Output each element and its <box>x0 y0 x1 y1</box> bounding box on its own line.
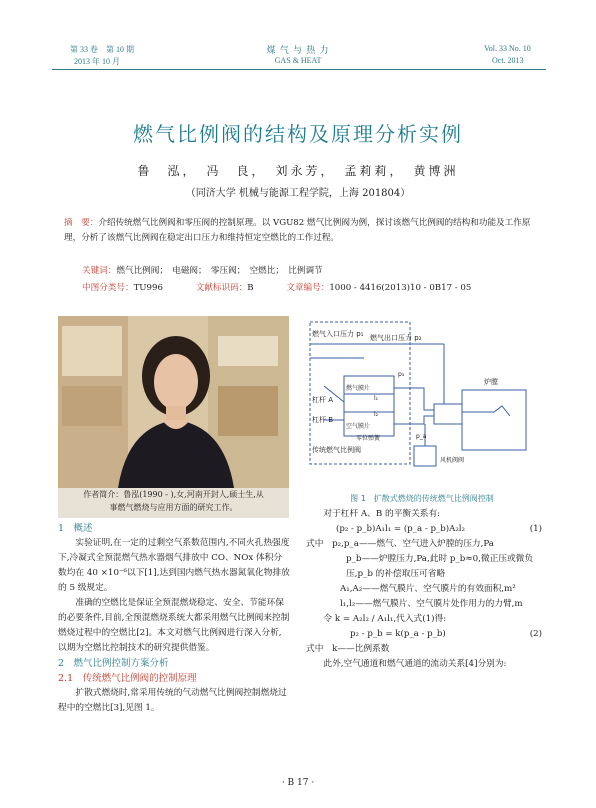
figure-1-diagram <box>304 316 540 476</box>
article-title: 燃气比例阀的结构及原理分析实例 <box>133 122 463 146</box>
article-no-label: 文章编号： <box>286 283 330 293</box>
section-2-heading: 2 燃气比例控制方案分析 <box>58 658 169 669</box>
journal-name-cn: 煤 气 与 热 力 <box>266 45 330 55</box>
fig-label-pa: p_a <box>416 433 427 440</box>
paragraph-2: 准确的空燃比是保证全预混燃烧稳定、安全、节能环保的必要条件,目前,全预混燃烧系统大都采用燃气比例阀来控制燃烧过程中的空燃比[2]。本文对燃气比例阀进行深入分析,以期为空燃比控制技术的研究提供借鉴。 <box>58 598 290 653</box>
paragraph-1: 实验证明,在一定的过剩空气系数范围内,不同火孔热强度下,冷凝式全预混燃气热水器烟气排放中 CO、NOx 体积分数均在 40 ×10⁻⁶以下[1],达到国内燃气热水器氮氧化物排放的 5 级规定。 <box>58 538 290 593</box>
fig-label-zero-spring: 零位弹簧 <box>356 435 381 442</box>
class-value: TU996 <box>133 283 163 293</box>
journal-vol-en: Vol. 33 No. 10 <box>484 44 531 53</box>
doc-value: B <box>247 283 254 293</box>
keywords-label: 关键词： <box>82 266 117 276</box>
section-2-1-heading: 2.1 传统燃气比例阀的控制原理 <box>58 673 197 684</box>
fig-label-l1: l₁ <box>374 395 379 402</box>
fig-label-gas-in: 燃气入口压力 p₁ <box>312 330 364 338</box>
journal-date: 2013 年 10 月 <box>74 57 120 66</box>
figure-1 <box>304 316 540 476</box>
where-5: 式中 k——比例系数 <box>306 644 390 654</box>
equation-2-row <box>306 627 542 642</box>
fig-label-damper: 风机阀阀 <box>440 457 465 464</box>
fig-label-lever-a: 杠杆 A <box>312 396 334 404</box>
article-authors: 鲁 泓， 冯 良， 刘永芳， 孟莉莉， 黄博洲 <box>137 164 459 178</box>
paragraph-last: 此外,空气通道和燃气通道的流动关系[4]分别为: <box>323 659 507 669</box>
equation-2-number: (2) <box>529 629 542 639</box>
figure-1-caption: 图 1 扩散式燃烧的传统燃气比例阀控制 <box>350 494 494 503</box>
fig-label-air-membrane: 空气膜片 <box>346 423 371 430</box>
header-rule <box>52 69 546 70</box>
fig-label-furnace: 炉膛 <box>484 378 498 386</box>
where-3: A₁,A₂——燃气膜片、空气膜片的有效面积,m² <box>340 584 516 594</box>
fig-label-lever-b: 杠杆 B <box>312 416 334 424</box>
right-column <box>306 507 542 672</box>
where-1: 式中 p₂,p_a——燃气、空气进入炉膛的压力,Pa <box>306 539 494 549</box>
equation-1: (p₂ - p_b)A₁l₁ = (p_a - p_b)A₂l₂ <box>336 524 465 534</box>
abstract-text: 介绍传统燃气比例阀和零压阀的控制原理。以 VGU82 燃气比例阀为例，探讨该燃气比例阀的结构和功能及工作原理，分析了该燃气比例阀在稳定出口压力和维持恒定空燃比的工作过程。 <box>64 218 531 243</box>
valve-outline <box>310 322 410 464</box>
article-affiliation: （同济大学 机械与能源工程学院，上海 201804） <box>185 188 411 199</box>
left-column <box>58 521 290 716</box>
abstract <box>64 216 534 246</box>
fig-label-p3: p₃ <box>398 371 405 378</box>
class-label: 中图分类号： <box>82 283 134 293</box>
fig-label-valve: 传统燃气比例阀 <box>312 446 361 454</box>
doc-label: 文献标识码： <box>195 283 248 293</box>
page-number: · B 17 · <box>281 778 315 788</box>
classification <box>82 281 552 296</box>
section-1-heading: 1 概述 <box>58 523 93 534</box>
paragraph-3: 扩散式燃烧时,常采用传统的气动燃气比例阀控制燃烧过程中的空燃比[3],见图 1。 <box>58 688 287 713</box>
journal-volume: 第 33 卷 第 10 期 <box>70 45 134 54</box>
where-2: p_b——炉膛压力,Pa,此时 p_b≈0,微正压或微负压,p_b 的补偿取压可省略 <box>346 554 534 579</box>
article-no-value: 1000 - 4416(2013)10 - 0B17 - 05 <box>329 283 472 293</box>
fig-label-gas-out: 燃气出口压力 p₂ <box>370 334 422 342</box>
author-bio <box>58 488 289 518</box>
keywords <box>82 264 542 279</box>
author-photo-image <box>58 316 289 488</box>
where-4: l₁,l₂——燃气膜片、空气膜片处作用力的力臂,m <box>340 599 523 609</box>
abstract-label: 摘 要： <box>64 218 99 228</box>
keywords-text: 燃气比例阀； 电磁阀； 零压阀； 空燃比； 比例调节 <box>116 266 323 276</box>
equation-1-number: (1) <box>529 524 542 534</box>
author-bio-line2: 事燃气燃烧与应用方面的研究工作。 <box>109 503 238 512</box>
fig-label-l2: l₂ <box>374 411 379 418</box>
fig-label-gas-membrane: 燃气膜片 <box>346 385 371 392</box>
author-photo <box>58 316 289 488</box>
equation-1-row <box>306 522 542 537</box>
journal-name-en: GAS & HEAT <box>274 56 322 65</box>
author-bio-line1: 作者简介：鲁泓(1990 - ),女,河南开封人,硕士生,从 <box>83 490 264 499</box>
right-intro: 对于杠杆 A、B 的平衡关系有: <box>323 509 441 519</box>
journal-date-en: Oct. 2013 <box>492 56 524 65</box>
let-k: 令 k = A₂l₂ / A₁l₁,代入式(1)得: <box>323 614 447 624</box>
equation-2: p₂ - p_b = k(p_a - p_b) <box>350 629 446 639</box>
